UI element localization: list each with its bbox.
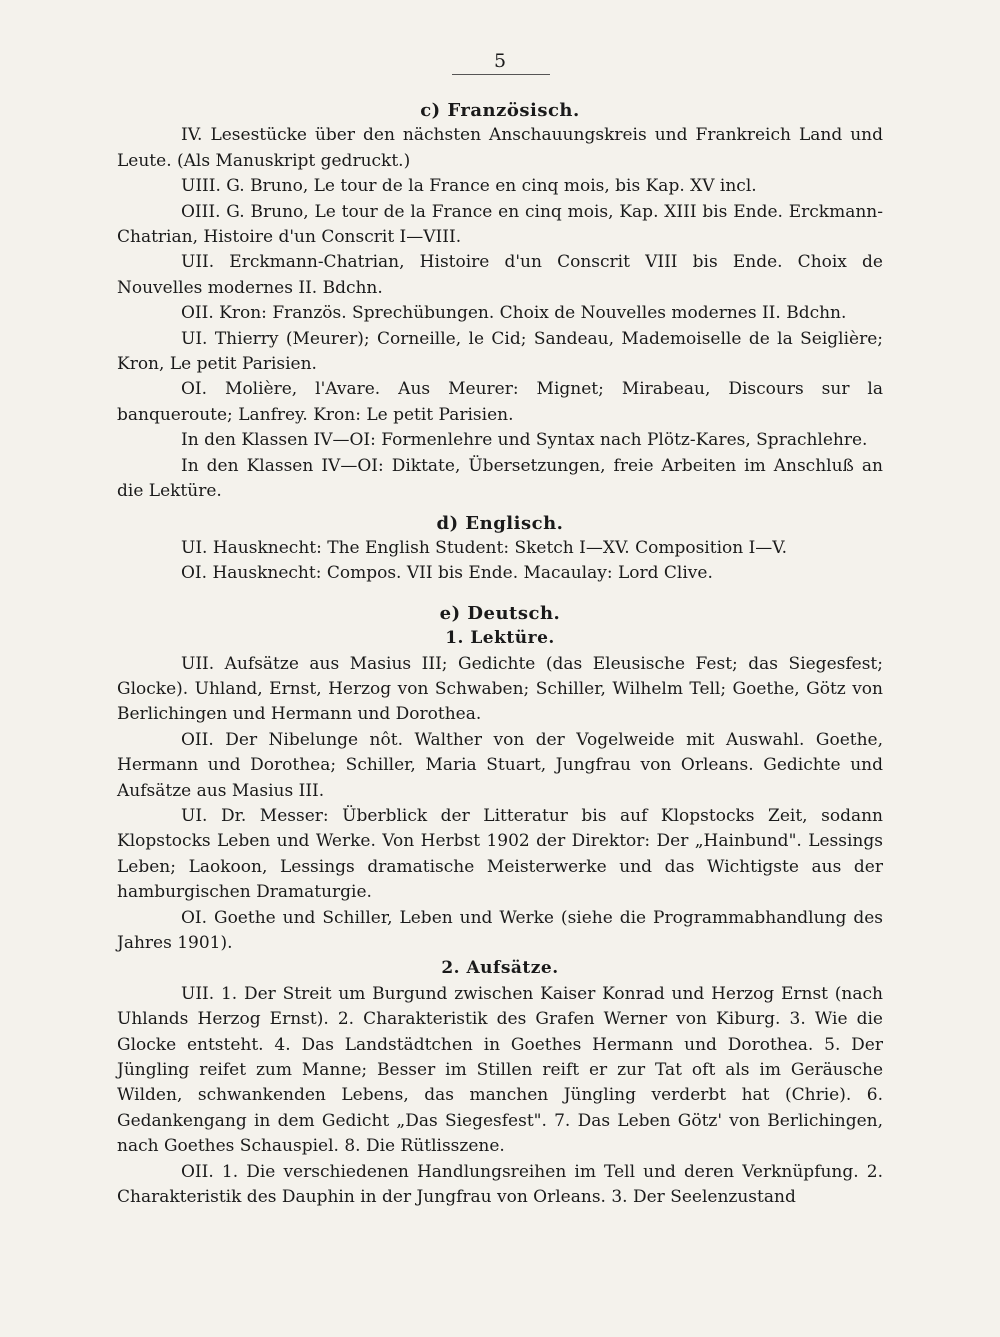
- subsection-heading-reading: 1. Lektüre.: [445, 628, 555, 649]
- paragraph: OII. Kron: Französ. Sprechübungen. Choix de Nouvelles modernes II. Bdchn.: [181, 303, 847, 324]
- page-number-rule: [452, 74, 550, 75]
- section-heading-german: e) Deutsch.: [439, 602, 561, 624]
- page-number: 5: [493, 50, 507, 72]
- section-heading-french: c) Französisch.: [420, 100, 580, 121]
- section-heading-english: d) Englisch.: [436, 512, 564, 534]
- paragraph: OI. Molière, l'Avare. Aus Meurer: Mignet; Mirabeau, Discours sur la banqueroute; Lanfrey. Kron: Le petit Parisien.: [117, 379, 883, 425]
- paragraph: UII. 1. Der Streit um Burgund zwischen Kaiser Konrad und Herzog Ernst (nach Uhlands Herzog Ernst). 2. Charakteristik des Grafen Werner von Kiburg. 3. Wie die Glocke entsteht. 4. Das Landstädtchen in Goethes Hermann und Dorothea. 5. Der Jüngling reifet zum Manne; Besser im Stillen reift er zur Tat oft als im Geräusche Wilden, schwankenden Lebens, das manchen Jüngling verderbt hat (Chrie). 6. Gedankengang in dem Gedicht „Das Siegesfest". 7. Das Leben Götz' von Berlichingen, nach Goethes Schauspiel. 8. Die Rütlisszene.: [117, 983, 883, 1157]
- paragraph: OII. Der Nibelunge nôt. Walther von der Vogelweide mit Auswahl. Goethe, Hermann und Dorothea; Schiller, Maria Stuart, Jungfrau von Orleans. Gedichte und Aufsätze aus Masius III.: [117, 729, 883, 801]
- paragraph: IV. Lesestücke über den nächsten Anschauungskreis und Frankreich Land und Leute. (Als Manuskript gedruckt.): [117, 125, 883, 171]
- page-content: [117, 98, 883, 1210]
- paragraph: UI. Thierry (Meurer); Corneille, le Cid; Sandeau, Mademoiselle de la Seiglière; Kron, Le petit Parisien.: [117, 328, 883, 375]
- paragraph: In den Klassen IV—OI: Formenlehre und Syntax nach Plötz-Kares, Sprachlehre.: [181, 430, 868, 451]
- paragraph: UII. Erckmann-Chatrian, Histoire d'un Conscrit VIII bis Ende. Choix de Nouvelles modernes II. Bdchn.: [117, 252, 883, 298]
- paragraph: OI. Goethe und Schiller, Leben und Werke (siehe die Programmabhandlung des Jahres 1901).: [117, 907, 883, 953]
- paragraph: UII. Aufsätze aus Masius III; Gedichte (das Eleusische Fest; das Siegesfest; Glocke). Uhland, Ernst, Herzog von Schwaben; Schiller, Wilhelm Tell; Goethe, Götz von Berlichingen und Hermann und Dorothea.: [117, 653, 883, 725]
- paragraph: UIII. G. Bruno, Le tour de la France en cinq mois, bis Kap. XV incl.: [181, 176, 757, 197]
- subsection-heading-essays: 2. Aufsätze.: [441, 958, 559, 979]
- paragraph: OI. Hausknecht: Compos. VII bis Ende. Macaulay: Lord Clive.: [181, 563, 713, 584]
- paragraph: UI. Hausknecht: The English Student: Sketch I—XV. Composition I—V.: [181, 537, 788, 558]
- paragraph: OII. 1. Die verschiedenen Handlungsreihen im Tell und deren Verknüpfung. 2. Charakteristik des Dauphin in der Jungfrau von Orleans. 3. Der Seelenzustand: [117, 1161, 883, 1208]
- paragraph: In den Klassen IV—OI: Diktate, Übersetzungen, freie Arbeiten im Anschluß an die Lektüre.: [117, 455, 883, 502]
- paragraph: UI. Dr. Messer: Überblick der Litteratur bis auf Klopstocks Zeit, sodann Klopstocks Leben und Werke. Von Herbst 1902 der Direktor: Der „Hainbund". Lessings Leben; Laokoon, Lessings dramatische Meisterwerke und das Wichtigste aus der hamburgischen Dramaturgie.: [117, 805, 883, 903]
- paragraph: OIII. G. Bruno, Le tour de la France en cinq mois, Kap. XIII bis Ende. Erckmann-Chatrian, Histoire d'un Conscrit I—VIII.: [117, 201, 883, 248]
